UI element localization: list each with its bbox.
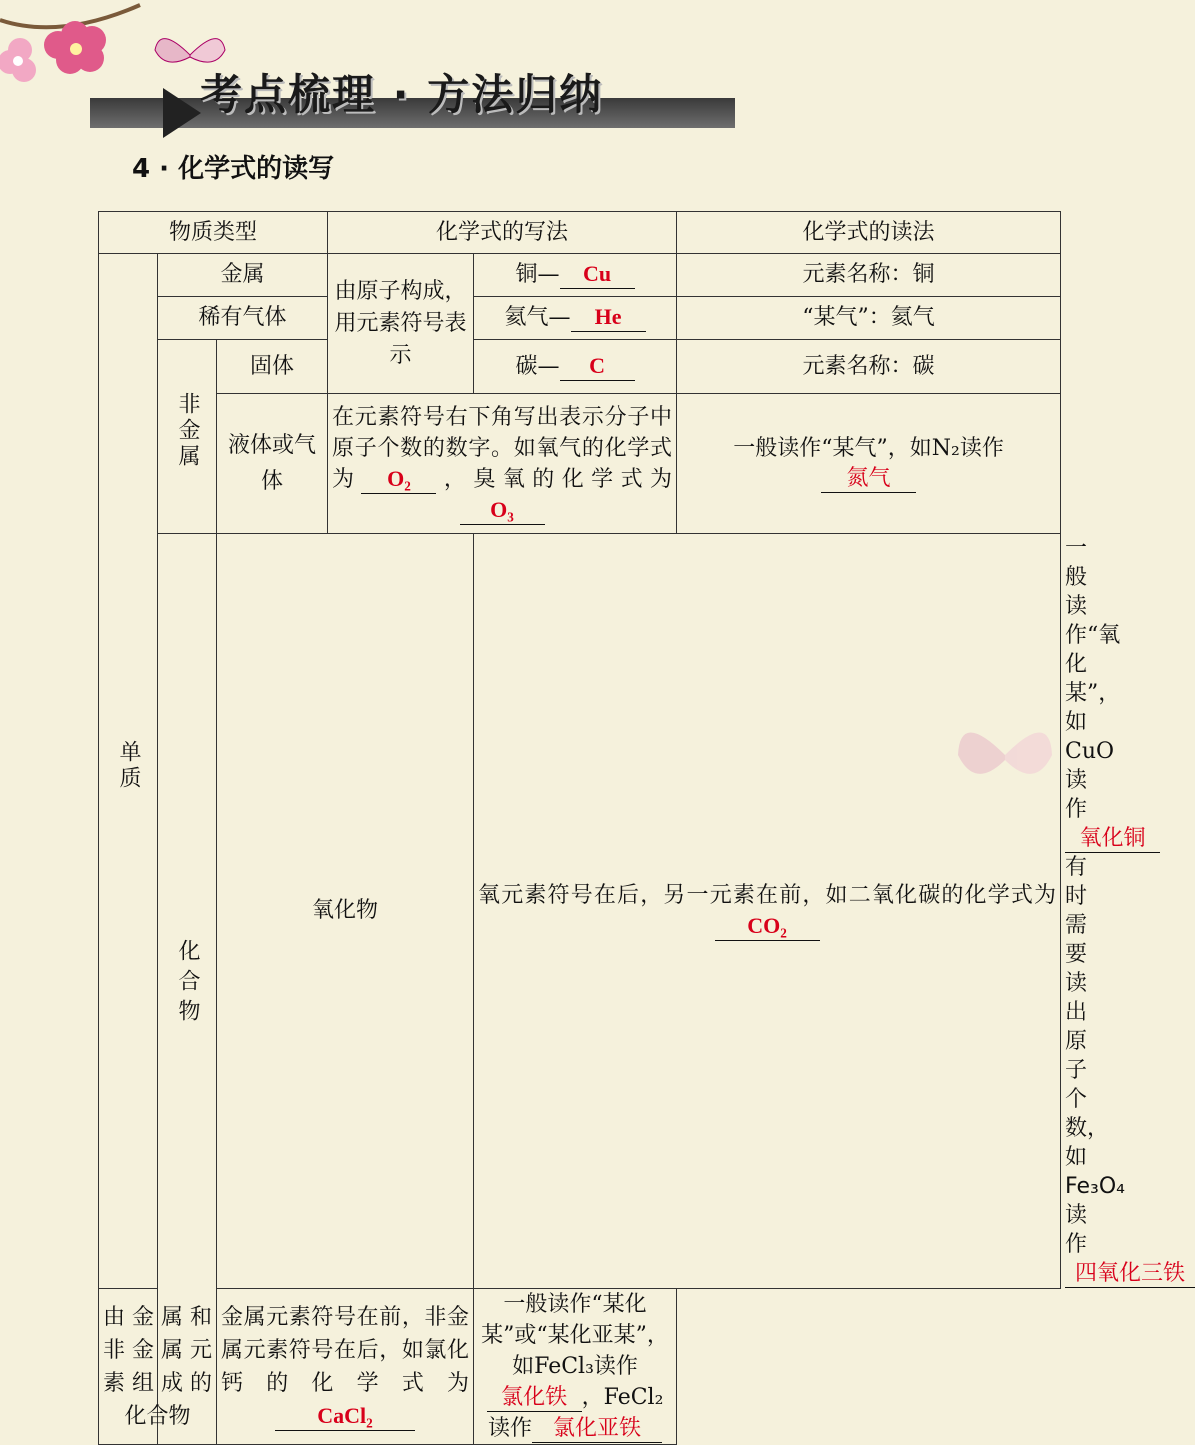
answer-cacl2: CaCl₂ bbox=[317, 1402, 373, 1428]
solid-example: 碳— C bbox=[474, 340, 677, 394]
page-title: 考点梳理 · 方法归纳 bbox=[200, 70, 604, 119]
liquid-gas-reading: 一般读作“某气”，如N₂读作 氮气 bbox=[677, 394, 1061, 534]
title-arrow-icon bbox=[163, 88, 201, 138]
liquid-gas-writing: 在元素符号右下角写出表示分子中原子个数的数字。如氧气的化学式为 O₂ ，臭氧的化学式为O₃ bbox=[328, 394, 677, 534]
compound-label: 化合物 bbox=[158, 534, 217, 1445]
noble-type: 稀有气体 bbox=[158, 297, 328, 340]
answer-cuo-name: 氧化铜 bbox=[1079, 826, 1146, 851]
header-reading: 化学式的读法 bbox=[677, 212, 1061, 254]
metal-nonmetal-reading: 一般读作“某化某”或“某化亚某”，如FeCl₃读作氯化铁 ，FeCl₂读作 氯化亚铁 bbox=[474, 1289, 677, 1445]
metal-nonmetal-type: 由金属和非金属元素组成的化合物 bbox=[99, 1289, 217, 1445]
header-writing: 化学式的写法 bbox=[328, 212, 677, 254]
solid-type: 固体 bbox=[217, 340, 328, 394]
answer-fe3o4-name: 四氧化三铁 bbox=[1075, 1261, 1186, 1286]
table-row bbox=[99, 254, 1061, 297]
nonmetal-label: 非金属 bbox=[158, 340, 217, 534]
formula-table bbox=[98, 211, 1186, 1445]
answer-c: C bbox=[589, 352, 605, 378]
solid-reading: 元素名称：碳 bbox=[677, 340, 1061, 394]
table-row bbox=[99, 297, 1061, 340]
metal-nonmetal-writing: 金属元素符号在前，非金属元素符号在后，如氯化钙的化学式为CaCl₂ bbox=[217, 1289, 474, 1445]
oxide-writing: 氧元素符号在后，另一元素在前，如二氧化碳的化学式为CO₂ bbox=[474, 534, 1061, 1289]
metal-type: 金属 bbox=[158, 254, 328, 297]
answer-o2: O₂ bbox=[387, 465, 411, 491]
metal-example: 铜— Cu bbox=[474, 254, 677, 297]
noble-example: 氦气— He bbox=[474, 297, 677, 340]
liquid-gas-type: 液体或气体 bbox=[217, 394, 328, 534]
section-title: 4 · 化学式的读写 bbox=[132, 154, 335, 184]
answer-n2-name: 氮气 bbox=[846, 465, 891, 491]
answer-fecl3-name: 氯化铁 bbox=[501, 1385, 568, 1410]
answer-he: He bbox=[594, 304, 622, 329]
answer-o3: O₃ bbox=[490, 496, 514, 522]
answer-co2: CO₂ bbox=[747, 913, 787, 938]
shared-writing: 由原子构成，用元素符号表示 bbox=[328, 254, 474, 394]
oxide-type: 氧化物 bbox=[217, 534, 474, 1289]
table-row bbox=[99, 394, 1061, 534]
metal-reading: 元素名称：铜 bbox=[677, 254, 1061, 297]
answer-cu: Cu bbox=[582, 261, 612, 286]
elemental-label: 单质 bbox=[99, 254, 158, 1289]
header-type: 物质类型 bbox=[99, 212, 328, 254]
table-row bbox=[99, 1289, 1061, 1445]
table-row bbox=[99, 340, 1061, 394]
table-header-row bbox=[99, 212, 1061, 254]
noble-reading: “某气”：氦气 bbox=[677, 297, 1061, 340]
table-row: 化合物 氧化物 氧元素符号在后，另一元素在前，如二氧化碳的化学式为CO₂ 一般读作“氧化某”，如CuO读作氧化铜有时需要读出原子个数，如Fe₃O₄读作 四氧化三铁 bbox=[99, 534, 1061, 1289]
answer-fecl2-name: 氯化亚铁 bbox=[553, 1416, 642, 1441]
